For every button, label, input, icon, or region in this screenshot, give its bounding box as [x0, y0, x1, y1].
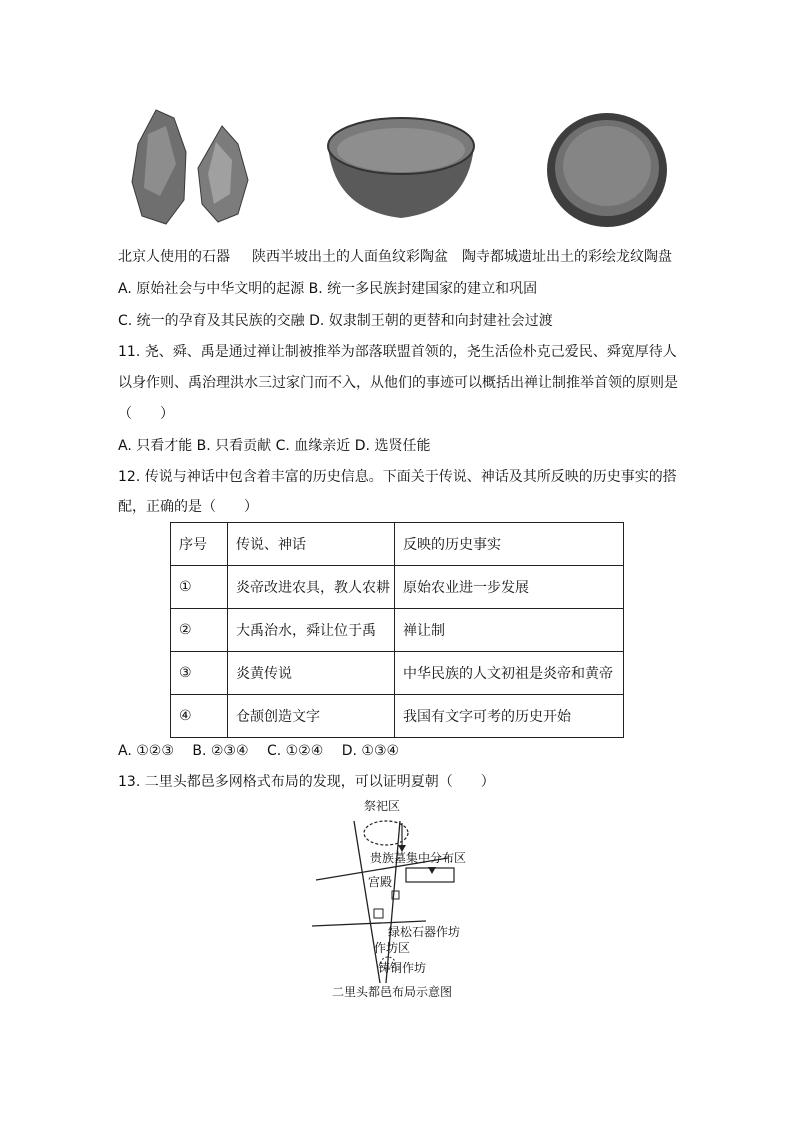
caption-dragon-plate: 陶寺都城遗址出土的彩绘龙纹陶盘 — [462, 249, 672, 265]
table-cell: 炎黄传说 — [228, 652, 395, 695]
table-cell: ④ — [171, 695, 228, 738]
table-cell: 大禹治水，舜让位于禹 — [228, 609, 395, 652]
table-cell: 仓颉创造文字 — [228, 695, 395, 738]
q12-text-line2: 配，正确的是（ ） — [118, 499, 258, 515]
table-cell: 禅让制 — [395, 609, 624, 652]
table-cell: ③ — [171, 652, 228, 695]
table-row — [171, 609, 624, 652]
q11-text-line2: 以身作则、禹治理洪水三过家门而不入，从他们的事迹可以概括出禅让制推举首领的原则是 — [118, 375, 678, 391]
q10-options-line2: C. 统一的孕育及其民族的交融 D. 奴隶制王朝的更替和向封建社会过渡 — [118, 313, 553, 329]
table-header-row — [171, 523, 624, 566]
table-cell: 我国有文字可考的历史开始 — [395, 695, 624, 738]
q13-text: 13. 二里头都邑多网格式布局的发现，可以证明夏朝（ ） — [118, 774, 495, 790]
q12-text-line1: 12. 传说与神话中包含着丰富的历史信息。下面关于传说、神话及其所反映的历史事实的搭 — [118, 469, 677, 485]
table-cell: ① — [171, 566, 228, 609]
q12-options: A. ①②③ B. ②③④ C. ①②④ D. ①③④ — [118, 743, 400, 759]
table-cell: 中华民族的人文初祖是炎帝和黄帝 — [395, 652, 624, 695]
table-cell: 原始农业进一步发展 — [395, 566, 624, 609]
map-label-workshop-area: 作坊区 — [374, 941, 411, 955]
table-row — [171, 566, 624, 609]
q11-text-line1: 11. 尧、舜、禹是通过禅让制被推举为部落联盟首领的，尧生活俭朴克己爱民、舜宽厚待人 — [118, 344, 677, 360]
map-label-noble-tombs: 贵族墓集中分布区 — [370, 851, 467, 865]
q10-options-line1: A. 原始社会与中华文明的起源 B. 统一多民族封建国家的建立和巩固 — [118, 281, 538, 297]
painted-basin-photo — [322, 110, 480, 224]
map-label-turquoise-workshop: 绿松石器作坊 — [388, 925, 461, 939]
map-caption: 二里头都邑布局示意图 — [332, 985, 453, 999]
table-row — [171, 652, 624, 695]
map-label-bronze-workshop: 铸铜作坊 — [378, 961, 427, 975]
caption-stone-tools: 北京人使用的石器 — [118, 249, 230, 265]
q12-table — [170, 522, 624, 738]
map-label-palace: 宫殿 — [368, 875, 393, 889]
q11-options: A. 只看才能 B. 只看贡献 C. 血缘亲近 D. 选贤任能 — [118, 438, 431, 454]
q11-answer-blank: （ ） — [118, 406, 174, 422]
table-cell: 炎帝改进农具，教人农耕 — [228, 566, 395, 609]
table-cell: ② — [171, 609, 228, 652]
table-header-cell: 反映的历史事实 — [395, 523, 624, 566]
stone-tools-photo — [126, 104, 252, 230]
table-header-cell: 传说、神话 — [228, 523, 395, 566]
table-header-cell: 序号 — [171, 523, 228, 566]
dragon-plate-photo — [544, 110, 670, 230]
table-row — [171, 695, 624, 738]
map-label-sacrifice: 祭祀区 — [364, 799, 401, 813]
erlitou-layout-map — [300, 795, 500, 1005]
caption-painted-basin: 陕西半坡出土的人面鱼纹彩陶盆 — [252, 249, 448, 265]
